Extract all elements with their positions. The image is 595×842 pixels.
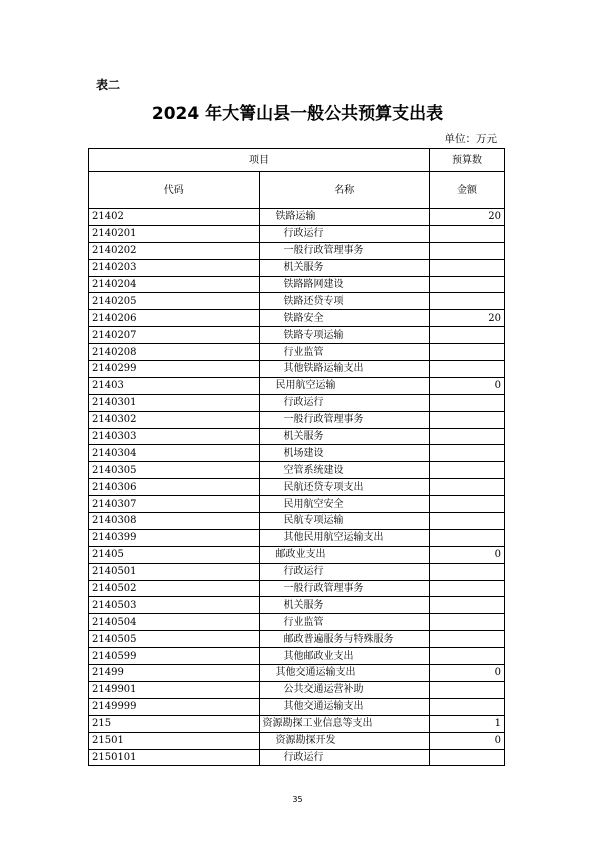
table-row	[89, 428, 505, 445]
header-row-1	[89, 149, 505, 172]
row-code: 2140206	[89, 310, 260, 327]
row-amount	[430, 529, 505, 546]
header-project: 项目	[89, 149, 430, 172]
row-code: 2140305	[89, 462, 260, 479]
row-code: 2140203	[89, 259, 260, 276]
row-amount	[430, 242, 505, 259]
row-amount	[430, 698, 505, 715]
row-name: 铁路路网建设	[259, 276, 430, 293]
row-code: 2140308	[89, 513, 260, 530]
row-name: 民航还贷专项支出	[259, 479, 430, 496]
row-code: 21403	[89, 377, 260, 394]
row-name: 其他邮政业支出	[259, 648, 430, 665]
budget-table-body	[89, 149, 505, 766]
table-row	[89, 361, 505, 378]
row-name: 邮政普遍服务与特殊服务	[259, 631, 430, 648]
row-amount	[430, 225, 505, 242]
row-name: 一般行政管理事务	[259, 411, 430, 428]
row-amount: 20	[430, 209, 505, 226]
table-row	[89, 225, 505, 242]
header-row-2	[89, 172, 505, 209]
row-code: 2140501	[89, 563, 260, 580]
page-number: 35	[292, 795, 303, 804]
row-code: 2140202	[89, 242, 260, 259]
table-row	[89, 445, 505, 462]
row-name: 机关服务	[259, 259, 430, 276]
row-code: 2140301	[89, 394, 260, 411]
row-amount	[430, 361, 505, 378]
table-row	[89, 479, 505, 496]
row-name: 空管系统建设	[259, 462, 430, 479]
row-name: 行政运行	[259, 225, 430, 242]
row-code: 21499	[89, 665, 260, 682]
row-amount	[430, 276, 505, 293]
row-name: 铁路安全	[259, 310, 430, 327]
row-amount	[430, 394, 505, 411]
row-code: 2149999	[89, 698, 260, 715]
page-title: 2024 年大箐山县一般公共预算支出表	[151, 104, 444, 124]
budget-table	[88, 148, 505, 766]
row-code: 2140505	[89, 631, 260, 648]
row-amount	[430, 648, 505, 665]
row-amount	[430, 631, 505, 648]
row-name: 行业监管	[259, 614, 430, 631]
table-row	[89, 276, 505, 293]
header-budget: 预算数	[430, 149, 505, 172]
row-code: 2140204	[89, 276, 260, 293]
row-name: 行政运行	[259, 749, 430, 766]
row-name: 铁路运输	[259, 209, 430, 226]
table-row	[89, 749, 505, 766]
row-code: 215	[89, 715, 260, 732]
row-name: 民用航空运输	[259, 377, 430, 394]
table-row	[89, 259, 505, 276]
row-code: 2150101	[89, 749, 260, 766]
header-code: 代码	[89, 172, 260, 209]
table-row	[89, 513, 505, 530]
table-row	[89, 631, 505, 648]
table-row	[89, 715, 505, 732]
header-amount: 金额	[430, 172, 505, 209]
row-name: 铁路专项运输	[259, 327, 430, 344]
row-code: 2149901	[89, 681, 260, 698]
table-label: 表二	[96, 78, 121, 92]
row-code: 2140399	[89, 529, 260, 546]
table-row	[89, 411, 505, 428]
row-code: 2140302	[89, 411, 260, 428]
row-amount	[430, 259, 505, 276]
row-amount	[430, 496, 505, 513]
row-name: 行业监管	[259, 344, 430, 361]
table-row	[89, 462, 505, 479]
row-code: 2140504	[89, 614, 260, 631]
row-code: 2140205	[89, 293, 260, 310]
row-amount	[430, 445, 505, 462]
table-row	[89, 614, 505, 631]
table-row	[89, 377, 505, 394]
row-amount: 0	[430, 665, 505, 682]
row-name: 机场建设	[259, 445, 430, 462]
table-row	[89, 665, 505, 682]
row-code: 21402	[89, 209, 260, 226]
row-code: 2140208	[89, 344, 260, 361]
row-amount	[430, 614, 505, 631]
row-amount: 20	[430, 310, 505, 327]
row-code: 2140502	[89, 580, 260, 597]
row-amount	[430, 428, 505, 445]
table-row	[89, 327, 505, 344]
row-code: 2140306	[89, 479, 260, 496]
row-name: 其他交通运输支出	[259, 698, 430, 715]
table-row	[89, 563, 505, 580]
row-code: 2140201	[89, 225, 260, 242]
row-name: 机关服务	[259, 597, 430, 614]
table-row	[89, 529, 505, 546]
row-name: 行政运行	[259, 563, 430, 580]
row-amount: 0	[430, 732, 505, 749]
row-name: 一般行政管理事务	[259, 580, 430, 597]
row-code: 2140503	[89, 597, 260, 614]
row-name: 资源勘探工业信息等支出	[259, 715, 430, 732]
row-name: 民用航空安全	[259, 496, 430, 513]
table-row	[89, 310, 505, 327]
table-row	[89, 293, 505, 310]
row-amount	[430, 749, 505, 766]
row-code: 2140307	[89, 496, 260, 513]
table-row	[89, 732, 505, 749]
table-row	[89, 698, 505, 715]
table-row	[89, 580, 505, 597]
row-code: 2140299	[89, 361, 260, 378]
row-name: 一般行政管理事务	[259, 242, 430, 259]
row-code: 2140304	[89, 445, 260, 462]
row-name: 铁路还贷专项	[259, 293, 430, 310]
row-amount	[430, 563, 505, 580]
row-amount: 0	[430, 377, 505, 394]
table-row	[89, 394, 505, 411]
row-amount	[430, 327, 505, 344]
row-name: 行政运行	[259, 394, 430, 411]
row-code: 2140207	[89, 327, 260, 344]
row-amount	[430, 580, 505, 597]
row-amount	[430, 293, 505, 310]
row-amount	[430, 681, 505, 698]
table-row	[89, 546, 505, 563]
table-row	[89, 681, 505, 698]
row-name: 民航专项运输	[259, 513, 430, 530]
table-row	[89, 496, 505, 513]
header-name: 名称	[259, 172, 430, 209]
row-amount	[430, 462, 505, 479]
row-name: 机关服务	[259, 428, 430, 445]
row-name: 其他民用航空运输支出	[259, 529, 430, 546]
row-name: 资源勘探开发	[259, 732, 430, 749]
row-name: 其他铁路运输支出	[259, 361, 430, 378]
table-row	[89, 344, 505, 361]
row-amount	[430, 411, 505, 428]
unit-label: 单位：万元	[444, 133, 497, 145]
row-code: 2140303	[89, 428, 260, 445]
table-row	[89, 209, 505, 226]
row-code: 21405	[89, 546, 260, 563]
row-amount	[430, 479, 505, 496]
table-row	[89, 648, 505, 665]
row-amount	[430, 597, 505, 614]
row-code: 21501	[89, 732, 260, 749]
row-code: 2140599	[89, 648, 260, 665]
row-amount	[430, 513, 505, 530]
row-amount: 1	[430, 715, 505, 732]
row-name: 邮政业支出	[259, 546, 430, 563]
row-name: 其他交通运输支出	[259, 665, 430, 682]
table-row	[89, 597, 505, 614]
table-row	[89, 242, 505, 259]
row-amount: 0	[430, 546, 505, 563]
row-amount	[430, 344, 505, 361]
row-name: 公共交通运营补助	[259, 681, 430, 698]
